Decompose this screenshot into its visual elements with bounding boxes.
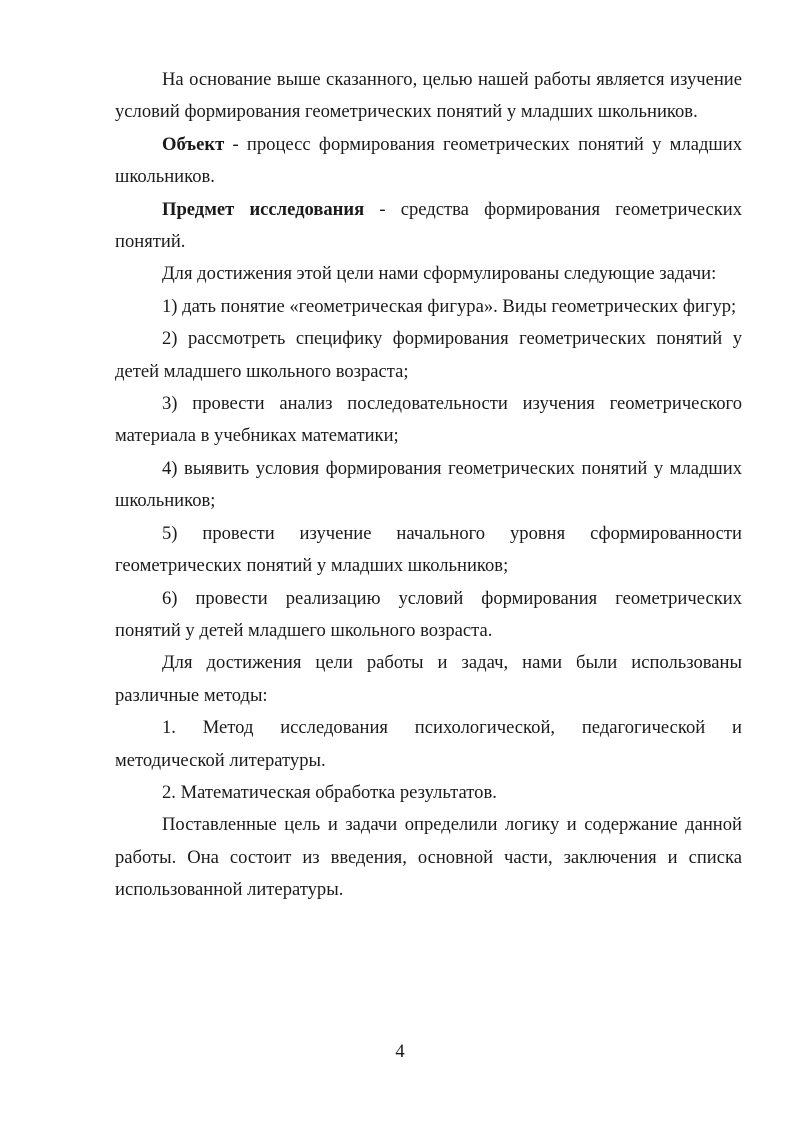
paragraph-text: 1. Метод исследования психологической, педагогической и методической литературы. <box>115 717 742 771</box>
paragraph-purpose <box>115 64 742 129</box>
paragraph-methods-intro <box>115 647 742 712</box>
paragraph-text: Для достижения цели работы и задач, нами были использованы различные методы: <box>115 652 742 706</box>
paragraph-text: 1) дать понятие «геометрическая фигура». Виды геометрических фигур; <box>162 295 737 317</box>
task-item-1 <box>115 291 742 323</box>
paragraph-subject <box>115 194 742 259</box>
page-number: 4 <box>395 1041 405 1062</box>
paragraph-object <box>115 129 742 194</box>
paragraph-text: На основание выше сказанного, целью нашей работы является изучение условий формирования геометрических понятий у младших школьников. <box>115 69 742 123</box>
term-object: Объект <box>162 133 225 155</box>
paragraph-tasks-intro <box>115 258 742 290</box>
paragraph-text: 6) провести реализацию условий формирования геометрических понятий у детей младшего школьного возраста. <box>115 587 742 641</box>
paragraph-text: Поставленные цель и задачи определили логику и содержание данной работы. Она состоит из введения, основной части, заключения и списка использованной литературы. <box>115 814 742 901</box>
task-item-3 <box>115 388 742 453</box>
paragraph-text: 4) выявить условия формирования геометрических понятий у младших школьников; <box>115 457 742 512</box>
method-item-2 <box>115 777 742 809</box>
paragraph-text: 2. Математическая обработка результатов. <box>162 781 497 803</box>
paragraph-text: 2) рассмотреть специфику формирования геометрических понятий у детей младшего школьного возраста; <box>115 328 742 382</box>
task-item-5 <box>115 518 742 583</box>
task-item-2 <box>115 323 742 388</box>
paragraph-text: Для достижения этой цели нами сформулированы следующие задачи: <box>162 263 717 285</box>
method-item-1 <box>115 712 742 777</box>
task-item-6 <box>115 583 742 648</box>
paragraph-structure <box>115 809 742 906</box>
paragraph-text: 5) провести изучение начального уровня сформированности геометрических понятий у младших школьников; <box>115 522 742 577</box>
paragraph-text: 3) провести анализ последовательности изучения геометрического материала в учебниках математики; <box>115 393 742 447</box>
paragraph-text: - процесс формирования геометрических понятий у младших школьников. <box>115 133 742 188</box>
document-body <box>115 64 742 907</box>
task-item-4 <box>115 453 742 518</box>
term-subject: Предмет исследования <box>162 198 365 220</box>
paragraph-text: - средства формирования геометрических понятий. <box>115 198 743 253</box>
